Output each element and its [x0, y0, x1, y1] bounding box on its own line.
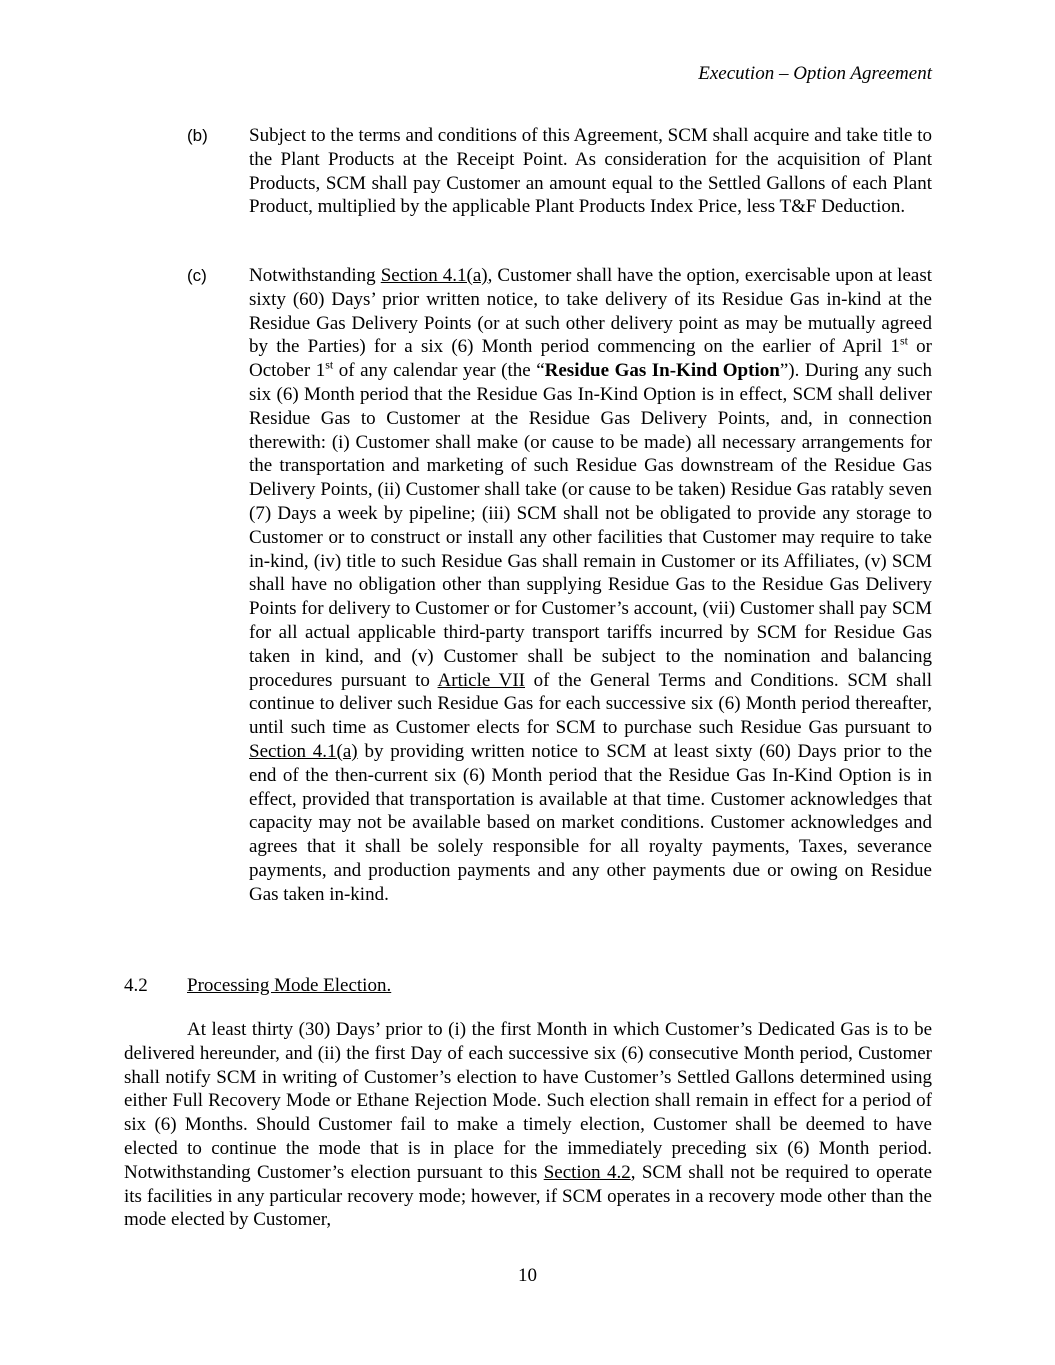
text-run: by providing written notice to SCM at least sixty (60) Days prior to the end of the then-current six (6) Month period that the Residue Gas In-Kind Option is in effect, provided that transportation is available at that time. Customer acknowledges that capacity may not be available based on market conditions. Customer acknowledges and agrees that it shall be solely responsible for all royalty payments, Taxes, severance payments, and production payments and any other payments due or owing on Residue Gas taken in-kind.	[249, 740, 933, 905]
text-run: of the General Terms and Conditions. SCM shall continue to deliver such Residue Gas for each successive six (6) Month period thereafter, until such time as Customer elects for SCM to purchase such Residue Gas pursuant to	[249, 669, 933, 739]
defined-term: Residue Gas In-Kind Option	[544, 360, 780, 382]
text-run: of any calendar year (the “	[333, 360, 545, 382]
text-run: , Customer shall have the option, exercisable upon at least sixty (60) Days’ prior written notice, to take delivery of its Residue Gas in-kind at the Residue Gas Delivery Points (or at such other delivery point as may be mutually agreed by the Parties) for a six (6) Month period commencing on the earlier of April 1	[249, 265, 933, 358]
cross-reference-link[interactable]: Section 4.1(a)	[380, 265, 488, 286]
page-header: Execution – Option Agreement	[698, 63, 932, 84]
section-number: 4.2	[124, 975, 148, 996]
section-paragraph	[124, 1018, 932, 1232]
text-run: ”). During any such six (6) Month period that the Residue Gas In-Kind Option is in effect, SCM shall deliver Residue Gas to Customer at the Residue Gas Delivery Points, and, in connection therewith: (i) Customer shall make (or cause to be made) all necessary arrangements for the transportation and marketing of such Residue Gas downstream of the Residue Gas Delivery Points, (ii) Customer shall take (or cause to be taken) Residue Gas ratably seven (7) Days a week by pipeline; (iii) SCM shall not be obligated to provide any storage to Customer or to construct or install any other facilities that Customer may require to take in-kind, (iv) title to such Residue Gas shall remain in Customer or its Affiliates, (v) SCM shall have no obligation other than supplying Residue Gas to the Residue Gas Delivery Points for delivery to Customer or for Customer’s account, (vii) Customer shall pay SCM for all actual applicable third-party transport tariffs incurred by SCM for Residue Gas taken in kind, and (v) Customer shall be subject to the nomination and balancing procedures pursuant to	[249, 360, 932, 691]
subsection-b-label: (b)	[187, 126, 208, 145]
cross-reference-link[interactable]: Section 4.1(a)	[249, 740, 358, 762]
text-run: , SCM shall not be required to operate its facilities in any particular recovery mode; however, if SCM operates in a recovery mode other than the mode elected by Customer,	[124, 1161, 933, 1231]
subsection-b-text: Subject to the terms and conditions of this Agreement, SCM shall acquire and take title to the Plant Products at the Receipt Point. As consideration for the acquisition of Plant Products, SCM shall pay Customer an amount equal to the Settled Gallons of each Plant Product, multiplied by the applicable Plant Products Index Price, less T&F Deduction.	[249, 125, 932, 218]
section-heading	[124, 974, 391, 998]
text-run: At least thirty (30) Days’ prior to (i) the first Month in which Customer’s Dedicated Gas is to be delivered hereunder, and (ii) the first Day of each successive six (6) consecutive Month period, Customer shall notify SCM in writing of Customer’s election to have Customer’s Settled Gallons determined using either Full Recovery Mode or Ethane Rejection Mode. Such election shall remain in effect for a period of six (6) Months. Should Customer fail to make a timely election, Customer shall be deemed to have elected to continue the mode that is in place for the immediately preceding six (6) Month period. Notwithstanding Customer’s election pursuant to this	[124, 1019, 932, 1183]
ordinal-suffix: st	[899, 334, 908, 349]
page-number: 10	[518, 1265, 537, 1286]
subsection-b	[187, 124, 932, 219]
section-title: Processing Mode Election.	[187, 975, 392, 996]
ordinal-suffix: st	[325, 357, 334, 372]
text-run: or October 1	[249, 336, 933, 382]
subsection-c	[187, 264, 932, 907]
subsection-c-text	[249, 264, 932, 907]
subsection-c-label: (c)	[187, 266, 207, 285]
cross-reference-link[interactable]: Section 4.2	[543, 1161, 631, 1183]
text-run: Notwithstanding	[249, 265, 381, 286]
cross-reference-link[interactable]: Article VII	[437, 669, 525, 691]
